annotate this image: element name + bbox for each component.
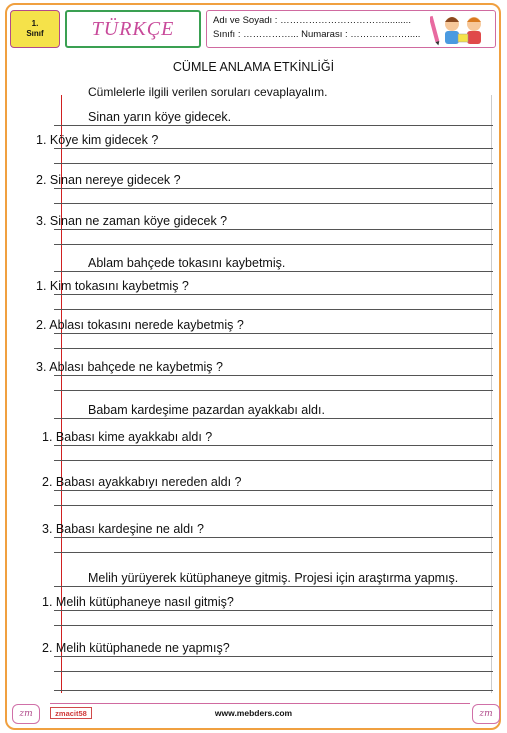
writing-line[interactable]: [54, 375, 493, 376]
answer-line[interactable]: [54, 460, 493, 461]
question-number: 2.: [42, 475, 53, 489]
writing-line[interactable]: [54, 418, 493, 419]
question: [36, 133, 158, 147]
instruction: Cümlelerle ilgili verilen soruları cevaplayalım.: [88, 85, 328, 99]
question: [36, 173, 181, 187]
class-number-field[interactable]: Sınıfı : ……………... Numarası : ……………….....: [213, 29, 421, 40]
writing-line[interactable]: [54, 271, 493, 272]
answer-line[interactable]: [54, 309, 493, 310]
footer-divider: [50, 703, 470, 704]
section-sentence: Ablam bahçede tokasını kaybetmiş.: [88, 256, 286, 270]
answer-line[interactable]: [54, 348, 493, 349]
question-text: Babası kime ayakkabı aldı ?: [55, 430, 213, 444]
answer-line[interactable]: [54, 671, 493, 672]
kids-with-pencil-icon: [430, 12, 490, 46]
question: [36, 214, 227, 228]
answer-line[interactable]: [54, 203, 493, 204]
question-number: 1.: [42, 595, 53, 609]
grade-badge: [10, 10, 60, 48]
question-number: 2.: [36, 173, 47, 187]
answer-line[interactable]: [54, 625, 493, 626]
name-field[interactable]: Adı ve Soyadı : ……………………………..........: [213, 15, 411, 26]
writing-line[interactable]: [54, 690, 493, 691]
subject-title: [65, 10, 201, 48]
question-number: 1.: [36, 133, 47, 147]
question: [42, 522, 204, 536]
question-number: 1.: [36, 279, 47, 293]
answer-line[interactable]: [54, 390, 493, 391]
writing-line[interactable]: [54, 586, 493, 587]
writing-line[interactable]: [54, 294, 493, 295]
question-text: Melih kütüphanede ne yapmış?: [55, 641, 230, 655]
question-number: 1.: [42, 430, 53, 444]
question: [36, 318, 244, 332]
writing-line[interactable]: [54, 610, 493, 611]
question-text: Köye kim gidecek ?: [49, 133, 159, 147]
question-text: Ablası bahçede ne kaybetmiş ?: [49, 360, 223, 374]
writing-line[interactable]: [54, 229, 493, 230]
writing-line[interactable]: [54, 188, 493, 189]
question-text: Melih kütüphaneye nasıl gitmiş?: [55, 595, 234, 609]
question-text: Kim tokasını kaybetmiş ?: [49, 279, 189, 293]
answer-line[interactable]: [54, 505, 493, 506]
answer-line[interactable]: [54, 244, 493, 245]
question: [36, 360, 223, 374]
page-title: CÜMLE ANLAMA ETKİNLİĞİ: [172, 60, 335, 74]
grade-label: Sınıf: [26, 29, 44, 38]
footer-logo-right: zm: [472, 704, 500, 724]
question-text: Ablası tokasını nerede kaybetmiş ?: [49, 318, 244, 332]
writing-line[interactable]: [54, 537, 493, 538]
writing-line[interactable]: [54, 656, 493, 657]
question-text: Babası kardeşine ne aldı ?: [55, 522, 204, 536]
section-sentence: Melih yürüyerek kütüphaneye gitmiş. Projesi için araştırma yapmış.: [88, 571, 459, 585]
answer-line[interactable]: [54, 552, 493, 553]
question-text: Babası ayakkabıyı nereden aldı ?: [55, 475, 242, 489]
question-number: 3.: [36, 214, 47, 228]
question: [42, 595, 234, 609]
section-sentence: Babam kardeşime pazardan ayakkabı aldı.: [88, 403, 325, 417]
question: [42, 641, 230, 655]
website-link[interactable]: www.mebders.com: [214, 708, 293, 718]
author-tag: zmacit58: [50, 707, 92, 719]
grade-number: 1.: [31, 19, 39, 28]
question-number: 3.: [36, 360, 47, 374]
writing-line[interactable]: [54, 445, 493, 446]
writing-line[interactable]: [54, 148, 493, 149]
writing-line[interactable]: [54, 125, 493, 126]
question: [42, 430, 212, 444]
right-margin-line: [491, 95, 492, 693]
writing-line[interactable]: [54, 333, 493, 334]
writing-line[interactable]: [54, 490, 493, 491]
question: [42, 475, 241, 489]
section-sentence: Sinan yarın köye gidecek.: [88, 110, 232, 124]
footer-logo-left: zm: [12, 704, 40, 724]
question-number: 2.: [36, 318, 47, 332]
question-text: Sinan nereye gidecek ?: [49, 173, 181, 187]
question: [36, 279, 189, 293]
subject-label: TÜRKÇE: [91, 17, 175, 40]
question-text: Sinan ne zaman köye gidecek ?: [49, 214, 228, 228]
question-number: 3.: [42, 522, 53, 536]
question-number: 2.: [42, 641, 53, 655]
answer-line[interactable]: [54, 163, 493, 164]
